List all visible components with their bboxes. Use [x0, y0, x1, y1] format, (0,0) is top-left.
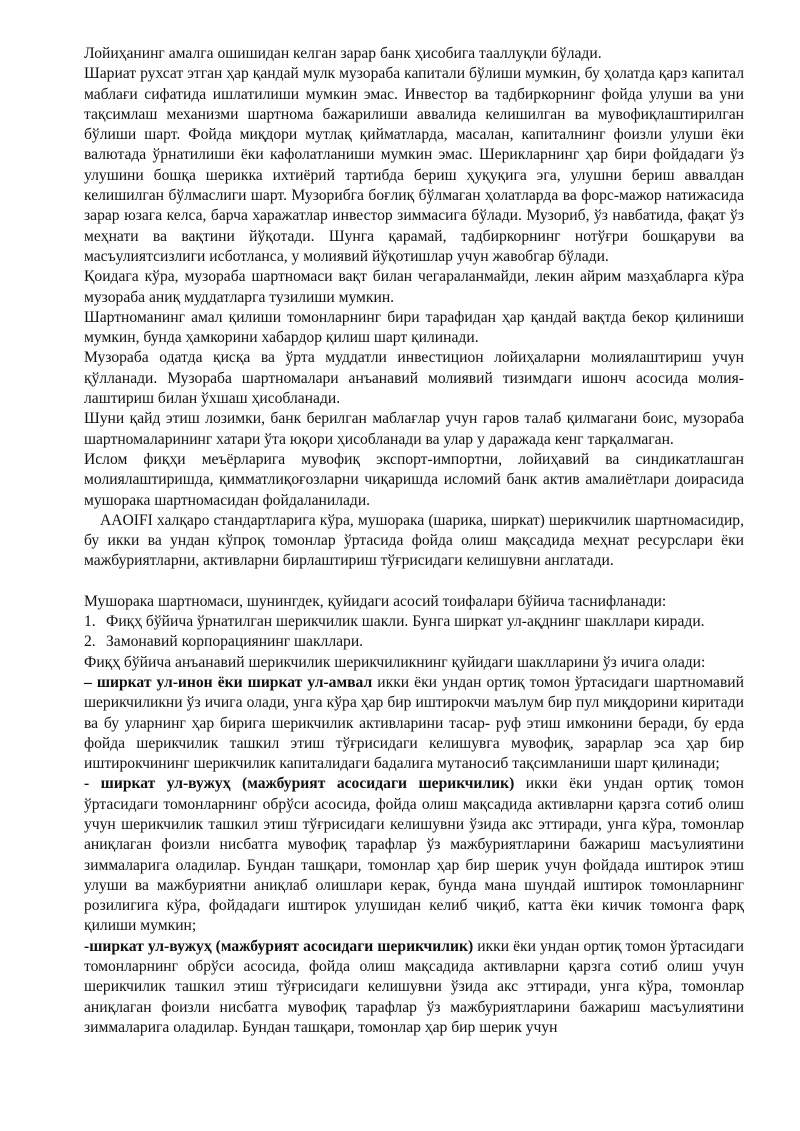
form-term: -ширкат ул-вужуҳ (мажбурият асосидаги шерикчилик) — [84, 937, 474, 955]
paragraph: Музораба одатда қисқа ва ўрта муддатли инвестицион лойиҳаларни молиялаштириш учун қўлланади. Музораба шартномалари анъанавий молиявий тизимдаги ишонч асосида молия-лаштириш билан ўхшаш ҳисобланади. — [84, 349, 744, 408]
form-text: икки ёки ундан ортиқ томон ўртасидаги шартномавий шерикчиликни ўз ичига олади, унга кўра ҳар бир иштирокчи маълум бир пул миқдорини киритади ва бу уларнинг ҳар бирига шерикчилик активларини тасар- руф этиш имконини беради, бу ерда фойда шерикчилик ташкил этиш тўғрисидаги келишувга мувофиқ, зарарлар эса ҳар бир иштирокчининг шерикчилик капиталидаги бадалига мутаносиб тақсимланиши шарт қилинади; — [84, 673, 744, 773]
paragraph: Шариат рухсат этган ҳар қандай мулк музораба капитали бўлиши мумкин, бу ҳолатда қарз капитал маблағи сифатида ишлатилиши мумкин эмас. Инвестор ва тадбиркорнинг фойда улуши ва уни тақсимлаш механизми шартнома бажарилиши аввалида келишилган ва мувофиқлаштирилган бўлиши шарт. Фойда миқдори мутлақ қийматларда, масалан, капиталнинг фоизли улуши ёки валютада ўрнатилиши ёки кафолатланиши мумкин эмас. Шерикларнинг ҳар бири фойдадаги ўз улушини бошқа шерикка ихтиёрий тартибда бериш ҳуқуқига эга, улушни бериш аввалдан келишилган бўлмаслиги шарт. Музорибга боғлиқ бўлмаган ҳолатларда ва форс-мажор натижасида зарар юзага келса, барча харажатлар инвестор зиммасига бўлади. Музориб, ўз навбатида, фақат ўз меҳнати ва вақтини йўқотади. Шунга қарамай, тадбиркорнинг нотўғри бошқаруви ва масъулиятсизлиги исботланса, у молиявий йўқотишлар учун жавобгар бўлади. — [84, 65, 744, 265]
form-term: – ширкат ул-инон ёки ширкат ул-амвал — [84, 673, 373, 691]
list-text: Замонавий корпорациянинг шакллари. — [106, 633, 364, 651]
paragraph: Қоидага кўра, музораба шартномаси вақт билан чегараланмайди, лекин айрим мазҳабларга кўра музораба аниқ муддатларга тузилиши мумкин. — [84, 268, 744, 306]
paragraph: Шуни қайд этиш лозимки, банк берилган маблағлар учун гаров талаб қилмагани боис, музораба шартномаларининг хатари ўта юқори ҳисобланади ва улар у даражада кенг тарқалмаган. — [84, 410, 744, 448]
spacer — [84, 572, 744, 592]
list-item — [84, 612, 744, 632]
form-paragraph — [84, 774, 744, 936]
list-text: Фиқҳ бўйича ўрнатилган шерикчилик шакли. Бунга ширкат ул-ақднинг шакллари киради. — [106, 613, 705, 631]
list-number: 2. — [84, 633, 96, 651]
paragraph: Шартноманинг амал қилиши томонларнинг бири тарафидан ҳар қандай вақтда бекор қилиниши мумкин, бунда ҳамкорини хабардор қилиш шарт қилинади. — [84, 308, 744, 347]
list-item — [84, 632, 744, 652]
form-text: икки ёки ундан ортиқ томон ўртасидаги томонларнинг обрўси асосида, фойда олиш мақсадида активларни қарзга сотиб олиш учун шерикчилик ташкил этиш тўғрисидаги келишувни ўзида акс эттиради, унга кўра, томонлар аниқлаган фоизли нисбатга мувофиқ тарафлар ўз мажбуриятларини бажариш масъулиятини зиммаларига оладилар. Бундан ташқари, томонлар ҳар бир шерик учун — [84, 937, 744, 1036]
form-term: - ширкат ул-вужуҳ (мажбурият асосидаги шерикчилик) — [84, 775, 515, 793]
form-paragraph — [84, 673, 744, 774]
paragraph: Ислом фиқҳи меъёрларига мувофиқ экспорт-импортни, лойиҳавий ва синдикатлашган молиялаштиришда, қимматлиқоғозларни чиқаришда исломий банк актив амалиётлари доирасида мушорака шартномасидан фойдаланилади. — [84, 450, 744, 509]
form-text: икки ёки ундан ортиқ томон ўртасидаги томонларнинг обрўси асосида, фойда олиш мақсадида активларни қарзга сотиб олиш учун шерикчилик ташкил этиш тўғрисидаги келишувни ўзида акс эттиради, унга кўра, томонлар аниқлаган фоизли нисбатга мувофиқ тарафлар ўз мажбуриятларини бажариш масъулиятини зиммаларига оладилар. Бундан ташқари, томонлар ҳар бир шерик учун фойдада иштирок этиш улуши ва мажбуриятни аниқлаб олишлари керак, бунда мана шундай иштирок томонларнинг розилигига кўра, фойдадаги иштирок улушидан келиб чиқиб, катта ёки кичик томонга фарқ қилиши мумкин; — [84, 775, 744, 935]
paragraph: AAOIFI халқаро стандартларига кўра, мушорака (шарика, ширкат) шерикчилик шартномасидир, бу икки ва ундан кўпроқ томонлар ўртасида фойда олиш мақсадида меҳнат ресурслари ёки мажбуриятларни, активларни бирлаштириш тўғрисидаги келишувни англатади. — [84, 511, 744, 570]
list-number: 1. — [84, 613, 96, 631]
document-page — [84, 44, 744, 1038]
paragraph: Лойиҳанинг амалга ошишидан келган зарар банк ҳисобига тааллуқли бўлади. — [84, 45, 602, 62]
fiqh-intro: Фиқҳ бўйича анъанавий шерикчилик шерикчиликнинг қуйидаги шаклларини ўз ичига олади: — [84, 653, 706, 671]
form-paragraph — [84, 937, 744, 1038]
classification-intro: Мушорака шартномаси, шунингдек, қуйидаги асосий тоифалари бўйича таснифланади: — [84, 592, 667, 610]
